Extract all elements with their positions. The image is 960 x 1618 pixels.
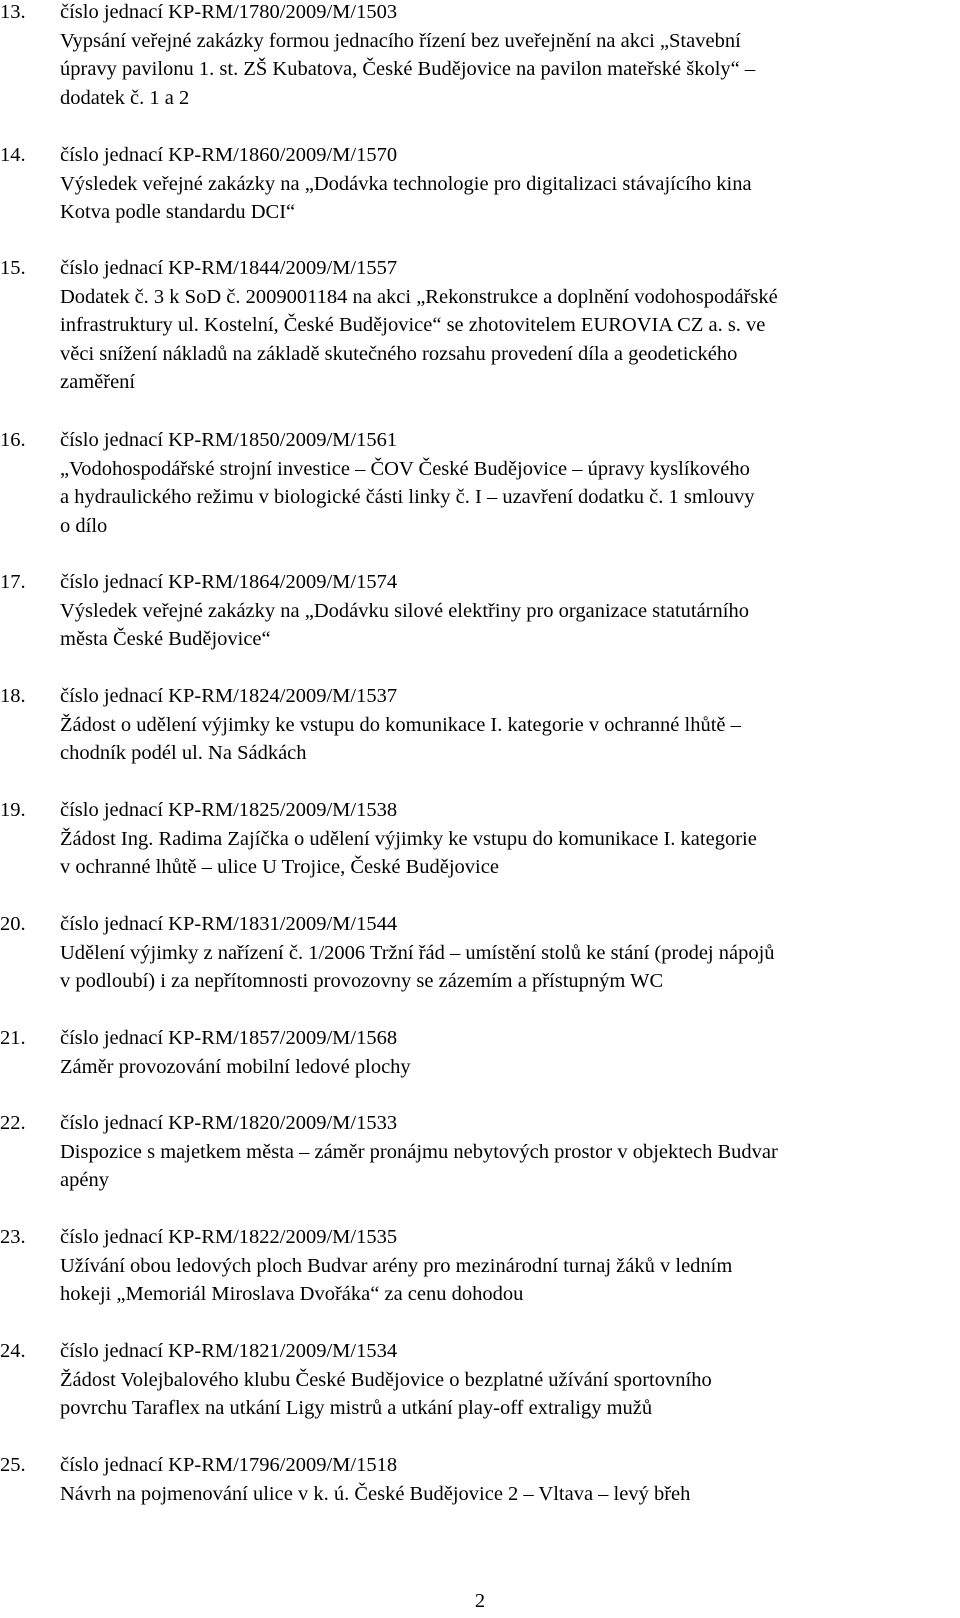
reference-number: číslo jednací KP-RM/1825/2009/M/1538 <box>60 799 398 821</box>
item-number: 13. <box>0 1 26 23</box>
item-number: 24. <box>0 1340 26 1362</box>
reference-number: číslo jednací KP-RM/1796/2009/M/1518 <box>60 1454 398 1476</box>
item-description: Žádost Ing. Radima Zajíčka o udělení výjimky ke vstupu do komunikace I. kategorie v ochranné lhůtě – ulice U Trojice, České Budějovice <box>60 827 757 879</box>
item-description: Dispozice s majetkem města – záměr pronájmu nebytových prostor v objektech Budvar арény <box>60 1140 778 1192</box>
reference-number: číslo jednací KP-RM/1864/2009/M/1574 <box>60 571 398 593</box>
item-number: 21. <box>0 1027 26 1049</box>
item-description: Užívání obou ledových ploch Budvar arény pro mezinárodní turnaj žáků v ledním hokeji „Memoriál Miroslava Dvořáka“ za cenu dohodou <box>60 1254 733 1306</box>
item-description: Výsledek veřejné zakázky na „Dodávka technologie pro digitalizaci stávajícího kina Kotva podle standardu DCI“ <box>60 172 752 224</box>
item-number: 25. <box>0 1454 26 1476</box>
item-description: Žádost Volejbalového klubu České Budějovice o bezplatné užívání sportovního povrchu Taraflex na utkání Ligy mistrů a utkání play-off extraligy mužů <box>60 1368 712 1420</box>
item-number: 18. <box>0 685 26 707</box>
item-number: 17. <box>0 571 26 593</box>
agenda-item <box>0 1451 940 1508</box>
item-number: 23. <box>0 1226 26 1248</box>
reference-number: číslo jednací KP-RM/1850/2009/M/1561 <box>60 429 398 451</box>
item-number: 14. <box>0 144 26 166</box>
agenda-item <box>0 568 940 654</box>
item-description: „Vodohospodářské strojní investice – ČOV České Budějovice – úpravy kyslíkového a hydraulického režimu v biologické části linky č. I – uzavření dodatku č. 1 smlouvy o dílo <box>60 457 755 537</box>
item-description: Žádost o udělení výjimky ke vstupu do komunikace I. kategorie v ochranné lhůtě – chodník podél ul. Na Sádkách <box>60 713 741 765</box>
reference-number: číslo jednací KP-RM/1857/2009/M/1568 <box>60 1027 398 1049</box>
agenda-item <box>0 682 940 768</box>
agenda-item <box>0 141 940 227</box>
agenda-item <box>0 1223 940 1309</box>
item-description: Záměr provozování mobilní ledové plochy <box>60 1055 411 1078</box>
item-number: 22. <box>0 1112 26 1134</box>
reference-number: číslo jednací KP-RM/1821/2009/M/1534 <box>60 1340 398 1362</box>
agenda-item <box>0 0 940 112</box>
item-number: 19. <box>0 799 26 821</box>
agenda-item <box>0 254 940 397</box>
reference-number: číslo jednací KP-RM/1831/2009/M/1544 <box>60 913 398 935</box>
agenda-item <box>0 426 940 540</box>
item-description: Návrh na pojmenování ulice v k. ú. České Budějovice 2 – Vltava – levý břeh <box>60 1482 691 1505</box>
agenda-item <box>0 1024 940 1081</box>
item-description: Výsledek veřejné zakázky na „Dodávku silové elektřiny pro organizace statutárního města České Budějovice“ <box>60 599 749 651</box>
item-number: 15. <box>0 257 26 279</box>
reference-number: číslo jednací KP-RM/1844/2009/M/1557 <box>60 257 398 279</box>
item-number: 20. <box>0 913 26 935</box>
reference-number: číslo jednací KP-RM/1820/2009/M/1533 <box>60 1112 398 1134</box>
item-description: Udělení výjimky z nařízení č. 1/2006 Tržní řád – umístění stolů ke stání (prodej nápojů v podloubí) i za nepřítomnosti provozovny se zázemím a přístupným WC <box>60 941 775 993</box>
item-description: Dodatek č. 3 k SoD č. 2009001184 na akci „Rekonstrukce a doplnění vodohospodářské infrastruktury ul. Kostelní, České Budějovice“ se zhotovitelem EUROVIA CZ a. s. ve věci snížení nákladů na základě skutečného rozsahu provedení díla a geodetického zaměření <box>60 285 778 394</box>
reference-number: číslo jednací KP-RM/1780/2009/M/1503 <box>60 1 398 23</box>
reference-number: číslo jednací KP-RM/1824/2009/M/1537 <box>60 685 398 707</box>
item-description: Vypsání veřejné zakázky formou jednacího řízení bez uveřejnění na akci „Stavební úpravy pavilonu 1. st. ZŠ Kubatova, České Budějovice na pavilon mateřské školy“ – dodatek č. 1 a 2 <box>60 29 756 109</box>
reference-number: číslo jednací KP-RM/1822/2009/M/1535 <box>60 1226 398 1248</box>
agenda-item <box>0 910 940 996</box>
item-number: 16. <box>0 429 26 451</box>
agenda-item <box>0 796 940 882</box>
reference-number: číslo jednací KP-RM/1860/2009/M/1570 <box>60 144 398 166</box>
agenda-item <box>0 1109 940 1195</box>
page-number: 2 <box>474 1590 486 1612</box>
agenda-item <box>0 1337 940 1423</box>
